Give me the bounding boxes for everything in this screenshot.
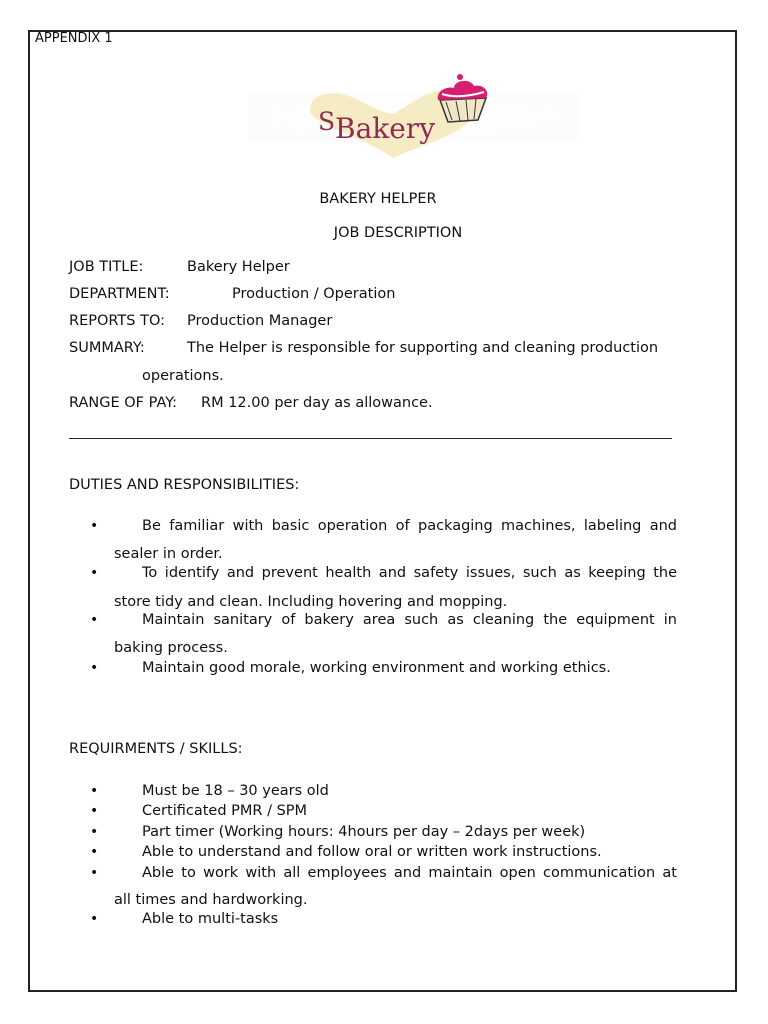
requirements-heading: REQUIRMENTS / SKILLS: (69, 741, 243, 757)
divider-line (69, 438, 672, 439)
requirement-item-text: Must be 18 – 30 years old (142, 783, 329, 799)
bullet-icon: • (90, 660, 99, 676)
range-of-pay-row (69, 395, 433, 411)
bullet-icon: • (90, 844, 99, 860)
duty-item-text-continued: baking process. (114, 640, 228, 656)
job-title-row (69, 259, 290, 275)
duty-item-text-continued: sealer in order. (114, 546, 223, 562)
duty-item-text: To identify and prevent health and safety issues, such as keeping the (142, 565, 677, 581)
bullet-icon: • (90, 865, 99, 881)
requirement-item-text: Able to work with all employees and maintain open communication at (142, 865, 677, 881)
requirement-item-text: Able to multi-tasks (142, 911, 279, 927)
reports-to-row (69, 313, 333, 329)
bullet-icon: • (90, 612, 99, 628)
bullet-icon: • (90, 783, 99, 799)
department-label: DEPARTMENT: (69, 286, 170, 302)
bullet-icon: • (90, 824, 99, 840)
department-row (69, 286, 396, 302)
bakery-logo (248, 72, 578, 164)
summary-row (69, 340, 659, 356)
duties-heading: DUTIES AND RESPONSIBILITIES: (69, 477, 300, 493)
summary-label: SUMMARY: (69, 340, 145, 356)
bullet-icon: • (90, 518, 99, 534)
reports-to-label: REPORTS TO: (69, 313, 165, 329)
reports-to-value: Production Manager (187, 313, 333, 329)
duty-item-text-continued: store tidy and clean. Including hovering and mopping. (114, 594, 508, 610)
requirement-item-text: Able to understand and follow oral or written work instructions. (142, 844, 602, 860)
bullet-icon: • (90, 911, 99, 927)
department-value: Production / Operation (232, 286, 396, 302)
summary-value-continued: operations. (142, 368, 224, 384)
range-of-pay-label: RANGE OF PAY: (69, 395, 178, 411)
duty-item-text: Maintain good morale, working environment and working ethics. (142, 660, 611, 676)
bullet-icon: • (90, 803, 99, 819)
requirement-item-text: Certificated PMR / SPM (142, 803, 308, 819)
appendix-label: APPENDIX 1 (35, 31, 113, 46)
job-title-label: JOB TITLE: (69, 259, 144, 275)
requirement-item-text-continued: all times and hardworking. (114, 892, 308, 908)
bullet-icon: • (90, 565, 99, 581)
duty-item-text: Be familiar with basic operation of packaging machines, labeling and (142, 518, 677, 534)
duty-item-text: Maintain sanitary of bakery area such as cleaning the equipment in (142, 612, 677, 628)
cupcake-icon (438, 74, 487, 122)
summary-value: The Helper is responsible for supporting and cleaning production (187, 340, 659, 356)
job-title-value: Bakery Helper (187, 259, 290, 275)
logo-letter: S (318, 107, 336, 136)
document-title: BAKERY HELPER (319, 191, 437, 207)
logo-word: Bakery (335, 112, 436, 145)
document-subtitle: JOB DESCRIPTION (333, 225, 463, 241)
requirement-item-text: Part timer (Working hours: 4hours per day – 2days per week) (142, 824, 586, 840)
range-of-pay-value: RM 12.00 per day as allowance. (201, 395, 433, 411)
